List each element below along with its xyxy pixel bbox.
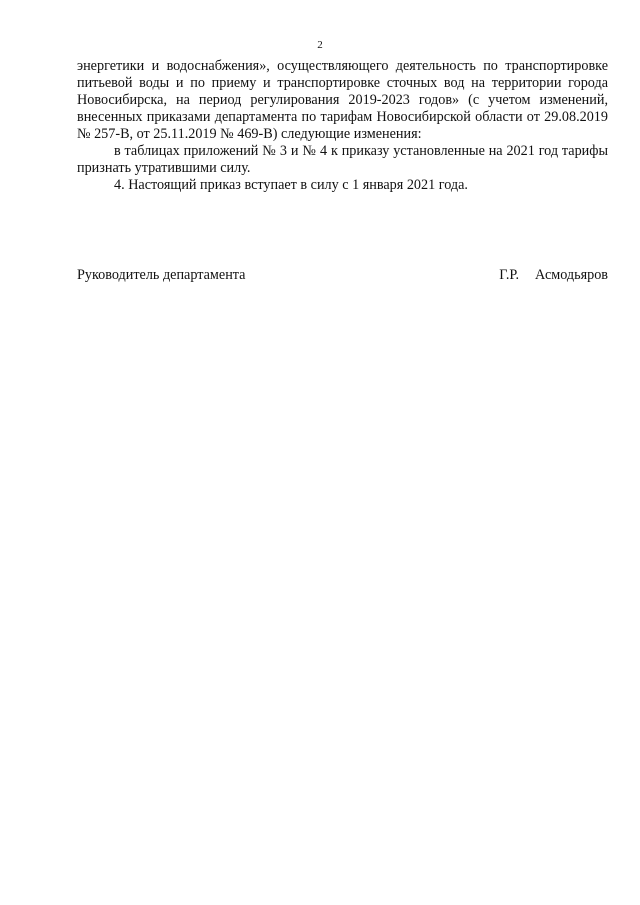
- paragraph-continuation: энергетики и водоснабжения», осуществляющего деятельность по транспортировке питьевой воды и по приему и транспортировке сточных вод на территории города Новосибирска, на период регулирования 2019-2023 годов» (с учетом изменений, внесенных приказами департамента по тарифам Новосибирской области от 29.08.2019 № 257-В, от 25.11.2019 № 469-В) следующие изменения:: [77, 58, 608, 142]
- signer-name: [499, 267, 608, 284]
- signer-initials: Г.Р.: [499, 267, 520, 283]
- page-number: 2: [317, 39, 323, 51]
- signer-position: Руководитель департамента: [77, 267, 246, 283]
- paragraph-effective-date: 4. Настоящий приказ вступает в силу с 1 января 2021 года.: [114, 177, 468, 193]
- paragraph-tables-change: в таблицах приложений № 3 и № 4 к приказу установленные на 2021 год тарифы признать утратившими силу.: [77, 143, 608, 176]
- document-body: [77, 58, 608, 194]
- signer-surname: Асмодьяров: [535, 267, 608, 283]
- signature-block: [77, 267, 608, 284]
